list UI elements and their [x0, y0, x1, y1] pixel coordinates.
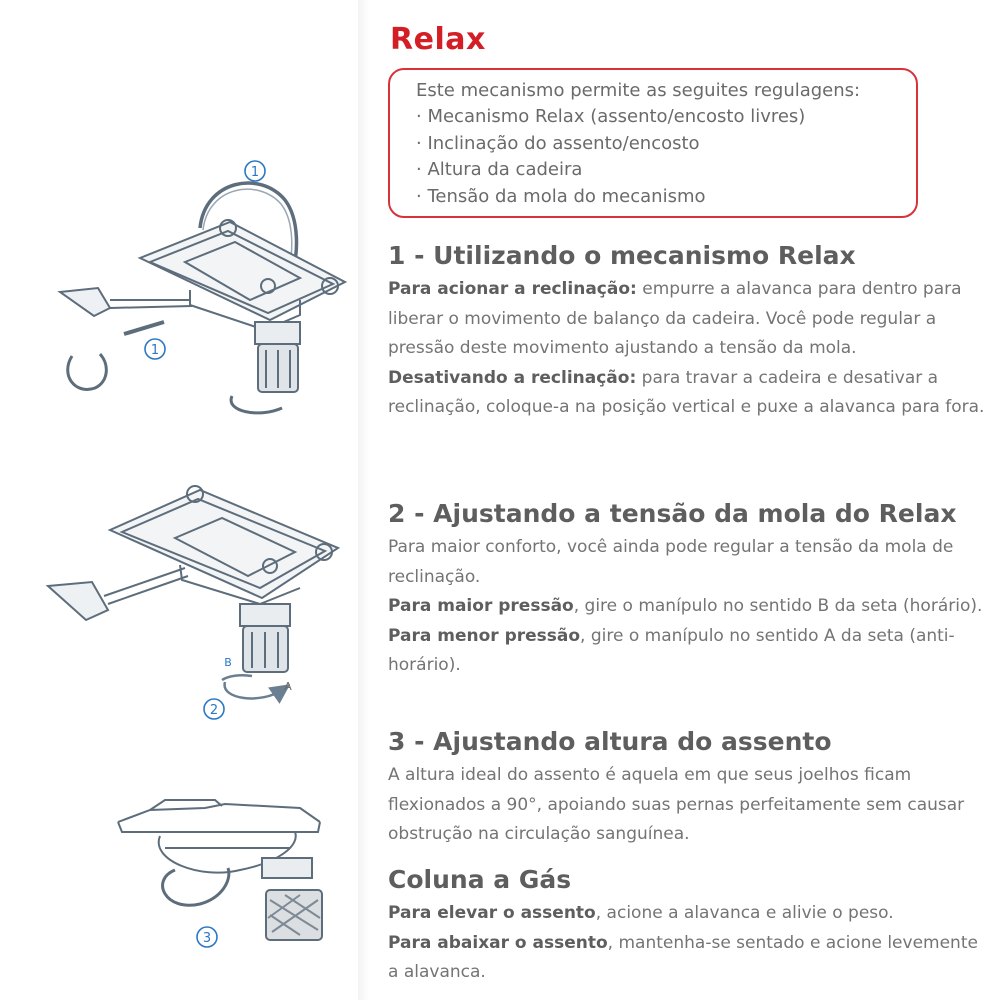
figure-1-relax-mechanism [60, 183, 345, 413]
svg-text:3: 3 [202, 931, 212, 946]
section-2-paragraph-1: Para maior conforto, você ainda pode regular a tensão da mola de reclinação. [388, 537, 954, 587]
section-4-p2-bold: Para abaixar o assento [388, 932, 608, 953]
section-3 [388, 726, 988, 850]
features-list [416, 104, 916, 210]
section-4 [388, 864, 988, 988]
section-3-heading: 3 - Ajustando altura do assento [388, 727, 832, 756]
feature-item: · Tensão da mola do mecanismo [416, 185, 706, 207]
features-box [388, 68, 918, 218]
section-4-heading: Coluna a Gás [388, 865, 572, 894]
svg-text:2: 2 [209, 703, 219, 718]
section-2-heading: 2 - Ajustando a tensão da mola do Relax [388, 499, 957, 528]
illustration-panel [0, 0, 358, 1000]
section-4-paragraph-1 [388, 899, 988, 929]
section-1 [388, 240, 988, 423]
section-1-heading: 1 - Utilizando o mecanismo Relax [388, 241, 856, 270]
section-1-paragraph-1 [388, 275, 988, 364]
section-1-p2-bold: Desativando a reclinação: [388, 367, 637, 388]
section-2-paragraph-3 [388, 622, 988, 681]
svg-text:B: B [224, 656, 232, 669]
callout-2 [204, 699, 224, 719]
section-1-paragraph-2 [388, 364, 988, 423]
section-2-p3-text: , gire o manípulo no sentido A da seta (anti-horário). [388, 625, 955, 676]
page-title: Relax [390, 22, 486, 57]
feature-item: · Inclinação do assento/encosto [416, 132, 700, 154]
feature-item: · Mecanismo Relax (assento/encosto livres) [416, 106, 806, 127]
section-4-paragraph-2 [388, 929, 988, 988]
figure-2-spring-tension [48, 486, 338, 698]
column-divider [358, 0, 370, 1000]
svg-text:1: 1 [150, 343, 160, 358]
svg-text:A: A [284, 680, 292, 693]
section-4-p1-bold: Para elevar o assento [388, 903, 596, 923]
section-1-p1-bold: Para acionar a reclinação: [388, 279, 637, 299]
section-2-paragraph-2 [388, 592, 988, 622]
section-2 [388, 498, 988, 681]
section-1-p1-text: empurre a alavanca para dentro para liberar o movimento de balanço da cadeira. Você pode regular a pressão deste movimento ajustando a tensão da mola. [388, 279, 962, 359]
callout-3 [197, 927, 217, 947]
figure-3-seat-height [118, 800, 322, 940]
section-2-p3-bold: Para menor pressão [388, 625, 581, 646]
section-1-p2-text: para travar a cadeira e desativar a reclinação, coloque-a na posição vertical e puxe a alavanca para fora. [388, 367, 985, 418]
callout-1-bottom [145, 339, 165, 359]
section-4-p1-text: , acione a alavanca e alivie o peso. [595, 903, 894, 923]
section-4-p2-text: , mantenha-se sentado e acione levemente a alavanca. [388, 932, 978, 983]
mechanism-illustrations [0, 0, 358, 1000]
section-3-paragraph-1: A altura ideal do assento é aquela em que seus joelhos ficam flexionados a 90°, apoiando suas pernas perfeitamente sem causar obstrução na circulação sanguínea. [388, 765, 965, 845]
callout-1-top [245, 161, 265, 181]
feature-item: · Altura da cadeira [416, 159, 583, 180]
section-2-p2-bold: Para maior pressão [388, 596, 574, 617]
svg-text:1: 1 [250, 165, 260, 180]
section-2-p2-text: , gire o manípulo no sentido B da seta (horário). [573, 596, 983, 617]
features-intro: Este mecanismo permite as seguites regulagens: [416, 80, 861, 101]
